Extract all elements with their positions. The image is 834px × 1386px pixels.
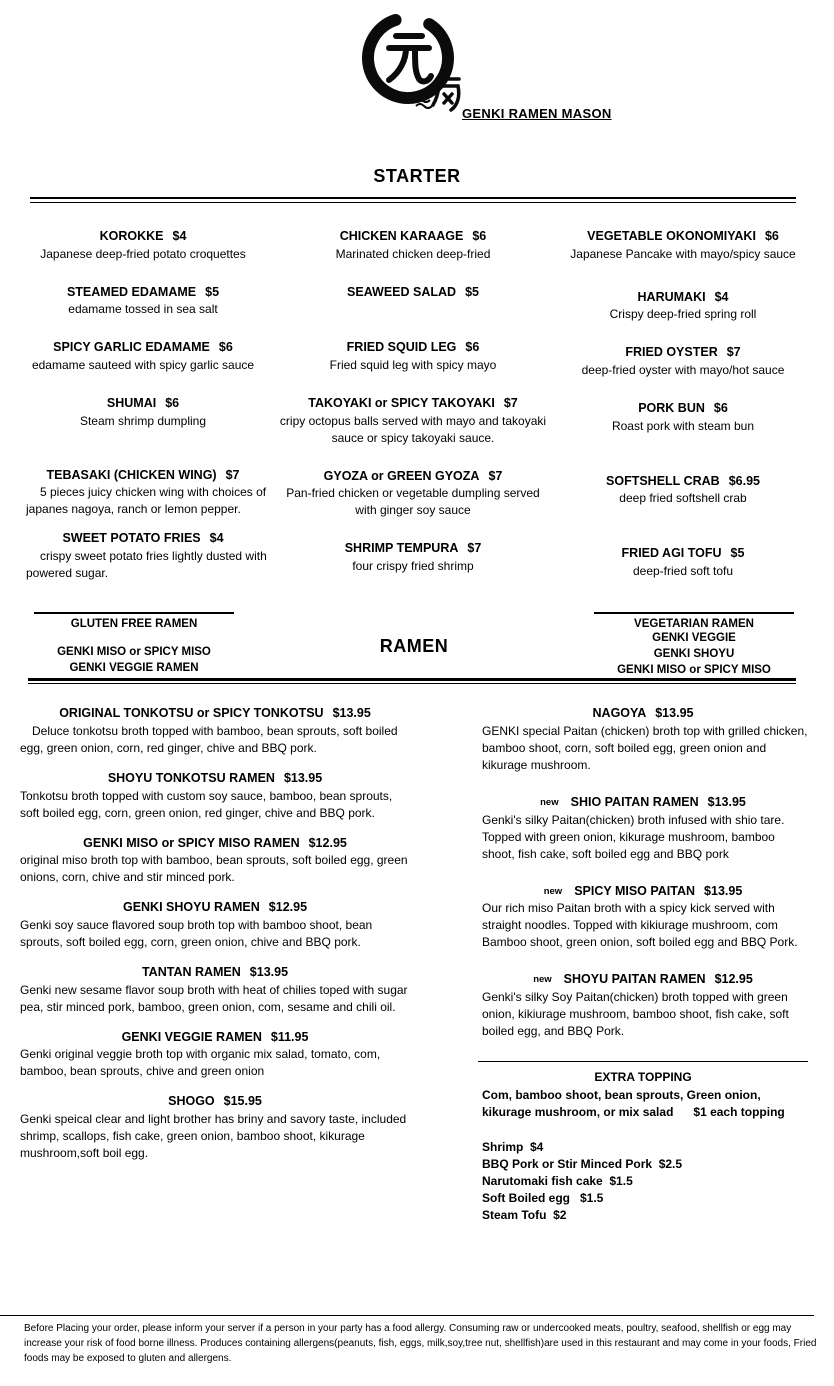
menu-item-price: $6.95 (728, 473, 760, 488)
menu-item-name: TANTAN RAMEN (141, 965, 241, 980)
menu-item-price: $13.95 (655, 706, 694, 721)
starter-section (0, 203, 834, 604)
menu-item-title (18, 468, 268, 484)
menu-item-title (558, 401, 808, 417)
menu-item (18, 531, 271, 582)
menu-item-price: $11.95 (270, 1029, 309, 1044)
ramen-column-right (478, 706, 811, 1224)
menu-item (18, 340, 268, 374)
menu-item-desc: Pan-fried chicken or vegetable dumpling served with ginger soy sauce (286, 486, 544, 518)
menu-item-desc: Genki original veggie broth top with organic mix salad, tomato, com, bamboo, bean sprouts, chive and green onion (20, 1047, 384, 1079)
menu-item-desc: Genki's silky Soy Paitan(chicken) broth topped with green onion, kikiurage mushroom, bamboo shoot, fish cake, soft boiled egg, and BBQ Pork. (482, 990, 793, 1039)
menu-item-title (16, 706, 414, 722)
menu-item-price: $4 (209, 531, 224, 546)
vegetarian-line: GENKI SHOYU (653, 648, 735, 661)
new-badge: new (543, 885, 563, 897)
starter-column-3 (558, 229, 808, 604)
menu-item-title (478, 795, 808, 811)
menu-item (279, 541, 547, 575)
menu-item-price: $7 (726, 345, 741, 360)
menu-item (16, 836, 414, 887)
menu-item-desc: 5 pieces juicy chicken wing with choices of japanes nagoya, ranch or lemon pepper. (26, 485, 270, 517)
menu-item-desc: Genki new sesame flavor soup broth with heat of chilies toped with sugar pea, stir minced pork, bamboo, green onion, com, sesame and chili oil. (20, 982, 411, 1014)
menu-item-price: $5 (730, 546, 745, 561)
menu-item-name: CHICKEN KARAAGE (339, 229, 464, 243)
vegetarian-rule (594, 612, 794, 614)
menu-item-title (16, 771, 414, 787)
menu-item-price: $12.95 (714, 972, 753, 987)
menu-item-name: SHUMAI (106, 395, 157, 410)
menu-item-name: SHIO PAITAN RAMEN (570, 795, 699, 809)
menu-item-desc: Genki speical clear and light brother has briny and savory taste, included shrimp, scallops, fish cake, green onion, bamboo shoot, kikurage mushroom,soft boil egg. (20, 1112, 410, 1161)
menu-item (558, 229, 808, 263)
menu-item-name: GYOZA or GREEN GYOZA (323, 468, 480, 483)
menu-item-desc: edamame tossed in sea salt (68, 302, 218, 317)
menu-item-name: FRIED AGI TOFU (621, 546, 722, 561)
menu-item-title (18, 229, 268, 245)
restaurant-logo (362, 2, 466, 127)
allergy-disclaimer: Before Placing your order, please inform your server if a person in your party has a food allergy. Consuming raw or undercooked meats, poultry, seafood, shellfish or egg may increase your risk of food borne illness. Produces containing allergens(peanuts, fish, eggs, milk,soy,tree nut, shellfish)are used in this restaurant and may come in your foods, Fried foods may be exposed to gluten and allergens. (24, 1323, 817, 1364)
menu-item-title (558, 474, 808, 490)
new-badge: new (533, 974, 552, 986)
menu-item-price: $5 (205, 284, 220, 299)
menu-item (279, 285, 547, 301)
menu-item (279, 340, 547, 374)
menu-item-name: NAGOYA (592, 706, 647, 721)
menu-item-desc: cripy octopus balls served with mayo and takoyaki sauce or spicy takoyaki sauce. (279, 413, 550, 445)
enso-logo-icon (362, 2, 466, 122)
menu-item-price: $13.95 (249, 965, 289, 980)
menu-item-name: TAKOYAKI or SPICY TAKOYAKI (308, 395, 495, 410)
menu-item-price: $6 (465, 340, 480, 355)
menu-item-title (16, 836, 414, 852)
menu-item-title (558, 290, 808, 306)
menu-item-name: HARUMAKI (637, 289, 706, 304)
menu-item-name: STEAMED EDAMAME (66, 284, 197, 299)
menu-item-title (279, 340, 547, 356)
menu-item (478, 972, 808, 1040)
menu-item-price: $13.95 (332, 706, 371, 721)
menu-item-desc: deep-fried soft tofu (632, 563, 734, 578)
menu-item-price: $5 (465, 284, 479, 299)
menu-item-name: SPICY GARLIC EDAMAME (53, 340, 210, 355)
menu-item-price: $6 (713, 400, 728, 415)
menu-item-name: VEGETABLE OKONOMIYAKI (587, 229, 756, 243)
menu-item-desc: Tonkotsu broth topped with custom soy sauce, bamboo, bean sprouts, soft boiled egg, corn, green onion, red ginger, chive and BBQ pork. (20, 788, 396, 820)
menu-item-price: $6 (472, 229, 487, 243)
extra-topping-item: Shrimp $4 (482, 1140, 544, 1155)
menu-item-desc: Roast pork with steam bun (611, 418, 755, 433)
menu-item-price: $6 (764, 229, 779, 243)
menu-item-name: TEBASAKI (CHICKEN WING) (46, 467, 217, 482)
menu-item (279, 229, 547, 263)
menu-item-title (478, 706, 808, 722)
menu-item-title (18, 396, 268, 412)
header (0, 0, 834, 166)
menu-item-title (279, 285, 547, 301)
menu-item-title (16, 1094, 414, 1110)
menu-item-desc: Japanese deep-fried potato croquettes (40, 246, 246, 261)
extra-topping-title: EXTRA TOPPING (594, 1070, 692, 1085)
menu-item-name: GENKI SHOYU RAMEN (122, 900, 260, 915)
menu-item-desc: Genki soy sauce flavored soup broth top with bamboo shoot, bean sprouts, soft boiled egg, corn, green onion, chive and BBQ pork. (20, 917, 376, 949)
extra-topping-box (478, 1061, 808, 1224)
menu-item-name: GENKI MISO or SPICY MISO RAMEN (83, 835, 300, 850)
menu-item-name: ORIGINAL TONKOTSU or SPICY TONKOTSU (59, 706, 324, 721)
menu-item-name: PORK BUN (638, 400, 705, 415)
menu-item (18, 229, 268, 263)
menu-item-price: $15.95 (223, 1094, 262, 1109)
menu-item (279, 469, 547, 520)
gluten-free-line: GENKI VEGGIE RAMEN (69, 662, 199, 675)
vegetarian-title: VEGETARIAN RAMEN (634, 618, 754, 630)
menu-item (18, 396, 268, 430)
menu-item (18, 468, 268, 519)
menu-item-price: $13.95 (707, 795, 746, 809)
vegetarian-box (594, 612, 794, 678)
menu-item (558, 401, 808, 435)
menu-item (16, 1094, 414, 1162)
menu-item-desc: deep-fried oyster with mayo/hot sauce (581, 362, 785, 377)
menu-item-name: FRIED SQUID LEG (346, 340, 457, 355)
menu-item-title (18, 285, 268, 301)
gluten-free-title: GLUTEN FREE RAMEN (70, 618, 198, 630)
vegetarian-line: GENKI VEGGIE (652, 632, 736, 644)
menu-item-price: $6 (165, 395, 180, 410)
menu-item-price: $12.95 (268, 900, 308, 915)
menu-item-desc: four crispy fried shrimp (352, 558, 474, 573)
menu-item-price: $7 (488, 468, 503, 483)
extra-topping-item: BBQ Pork or Stir Minced Pork $2.5 (482, 1157, 683, 1172)
gluten-free-line: GENKI MISO or SPICY MISO (57, 646, 211, 658)
menu-item-desc: Genki's silky Paitan(chicken) broth infused with shio tare. Topped with green onion, kikurage mushroom, bamboo shoot, fish cake, soft boiled egg and BBQ pork (482, 812, 788, 861)
vegetarian-line: GENKI MISO or SPICY MISO (617, 664, 771, 677)
menu-item (558, 290, 808, 324)
menu-item-title (558, 345, 808, 361)
menu-item (478, 795, 808, 863)
menu-item-name: SPICY MISO PAITAN (574, 883, 696, 898)
menu-item-title (478, 972, 808, 988)
menu-item-name: KOROKKE (99, 229, 164, 243)
menu-item (279, 395, 550, 447)
menu-item-title (16, 1030, 414, 1046)
menu-item-title (279, 469, 547, 485)
menu-item-title (16, 965, 414, 981)
menu-item-price: $7 (225, 467, 240, 482)
starter-heading: STARTER (373, 166, 461, 186)
menu-item-desc: deep fried softshell crab (619, 491, 747, 506)
menu-item (18, 285, 268, 319)
ramen-heading: RAMEN (379, 636, 449, 656)
menu-item-desc: Our rich miso Paitan broth with a spicy kick served with straight noodles. Topped with kikiurage mushroom, com Bamboo shoot, green onion, soft boiled egg and BBQ Pork. (482, 901, 798, 950)
menu-item-title (279, 541, 547, 557)
menu-item-price: $13.95 (704, 883, 743, 898)
menu-item-name: SHOYU TONKOTSU RAMEN (107, 770, 275, 785)
menu-item-price: $7 (467, 541, 482, 556)
menu-item-title (18, 531, 268, 547)
menu-item-name: SWEET POTATO FRIES (62, 531, 201, 546)
extra-topping-item: Soft Boiled egg $1.5 (482, 1191, 604, 1206)
menu-item (558, 546, 808, 580)
menu-item-title (478, 884, 808, 900)
menu-item-title (18, 340, 268, 356)
ramen-section (0, 684, 834, 1224)
menu-item-price: $12.95 (308, 835, 347, 850)
gluten-free-rule (34, 612, 234, 614)
menu-item (558, 345, 808, 379)
menu-item (16, 1030, 414, 1081)
menu-item-title (558, 546, 808, 562)
menu-item-desc: Steam shrimp dumpling (79, 413, 207, 428)
menu-item-desc: crispy sweet potato fries lightly dusted with powered sugar. (26, 548, 271, 580)
menu-item-name: SHOGO (168, 1094, 215, 1109)
footer (0, 1315, 834, 1366)
kanji-gen-icon (389, 36, 431, 81)
extra-topping-item: Steam Tofu $2 (482, 1208, 567, 1223)
menu-item-price: $7 (503, 395, 518, 410)
menu-item-desc: Marinated chicken deep-fried (335, 246, 491, 261)
menu-item (16, 900, 414, 951)
menu-item-price: $4 (172, 229, 187, 243)
starter-column-1 (18, 229, 271, 604)
menu-item-price: $6 (218, 340, 233, 355)
menu-item-desc: Japanese Pancake with mayo/spicy sauce (570, 246, 796, 261)
menu-item (16, 706, 414, 757)
gluten-free-box (34, 612, 234, 676)
menu-item (478, 706, 811, 774)
ramen-column-left (16, 706, 414, 1224)
menu-item-name: SHOYU PAITAN RAMEN (563, 972, 706, 987)
menu-item-name: GENKI VEGGIE RAMEN (121, 1029, 262, 1044)
extra-topping-item: Narutomaki fish cake $1.5 (482, 1174, 633, 1189)
menu-item-name: SHRIMP TEMPURA (344, 541, 459, 556)
menu-item (478, 884, 808, 952)
extra-topping-intro-line: kikurage mushroom, or mix salad $1 each topping (482, 1105, 785, 1120)
extra-topping-intro-line: Com, bamboo shoot, bean sprouts, Green onion, (482, 1088, 761, 1103)
menu-item-desc: Deluce tonkotsu broth topped with bamboo, bean sprouts, soft boiled egg, green onion, corn, red ginger, chive and BBQ pork. (20, 723, 401, 755)
menu-item-title (16, 900, 414, 916)
menu-item (16, 965, 414, 1016)
menu-item-desc: Fried squid leg with spicy mayo (329, 357, 497, 372)
menu-item-price: $4 (714, 289, 729, 304)
menu-item-name: SOFTSHELL CRAB (606, 473, 720, 488)
new-badge: new (540, 797, 559, 808)
menu-item-name: SEAWEED SALAD (347, 284, 457, 299)
menu-item-desc: Crispy deep-fried spring roll (609, 307, 757, 322)
extra-topping-rule (478, 1061, 808, 1062)
restaurant-name: GENKI RAMEN MASON (462, 106, 612, 121)
starter-column-2 (279, 229, 550, 604)
menu-item-title (279, 229, 547, 245)
menu-item-name: FRIED OYSTER (625, 345, 718, 360)
ramen-band (0, 606, 834, 678)
menu-item-title (279, 396, 547, 412)
menu-item-title (558, 229, 808, 245)
menu-item-desc: original miso broth top with bamboo, bean sprouts, soft boiled egg, green onions, corn, chive and stir minced pork. (20, 853, 411, 885)
menu-item (558, 474, 808, 508)
menu-item-desc: edamame sauteed with spicy garlic sauce (31, 357, 255, 372)
menu-item-price: $13.95 (283, 770, 323, 785)
menu-item-desc: GENKI special Paitan (chicken) broth top with grilled chicken, bamboo shoot, corn, soft boiled egg, green onion and kikurage mushroom. (482, 723, 811, 772)
menu-item (16, 771, 414, 822)
